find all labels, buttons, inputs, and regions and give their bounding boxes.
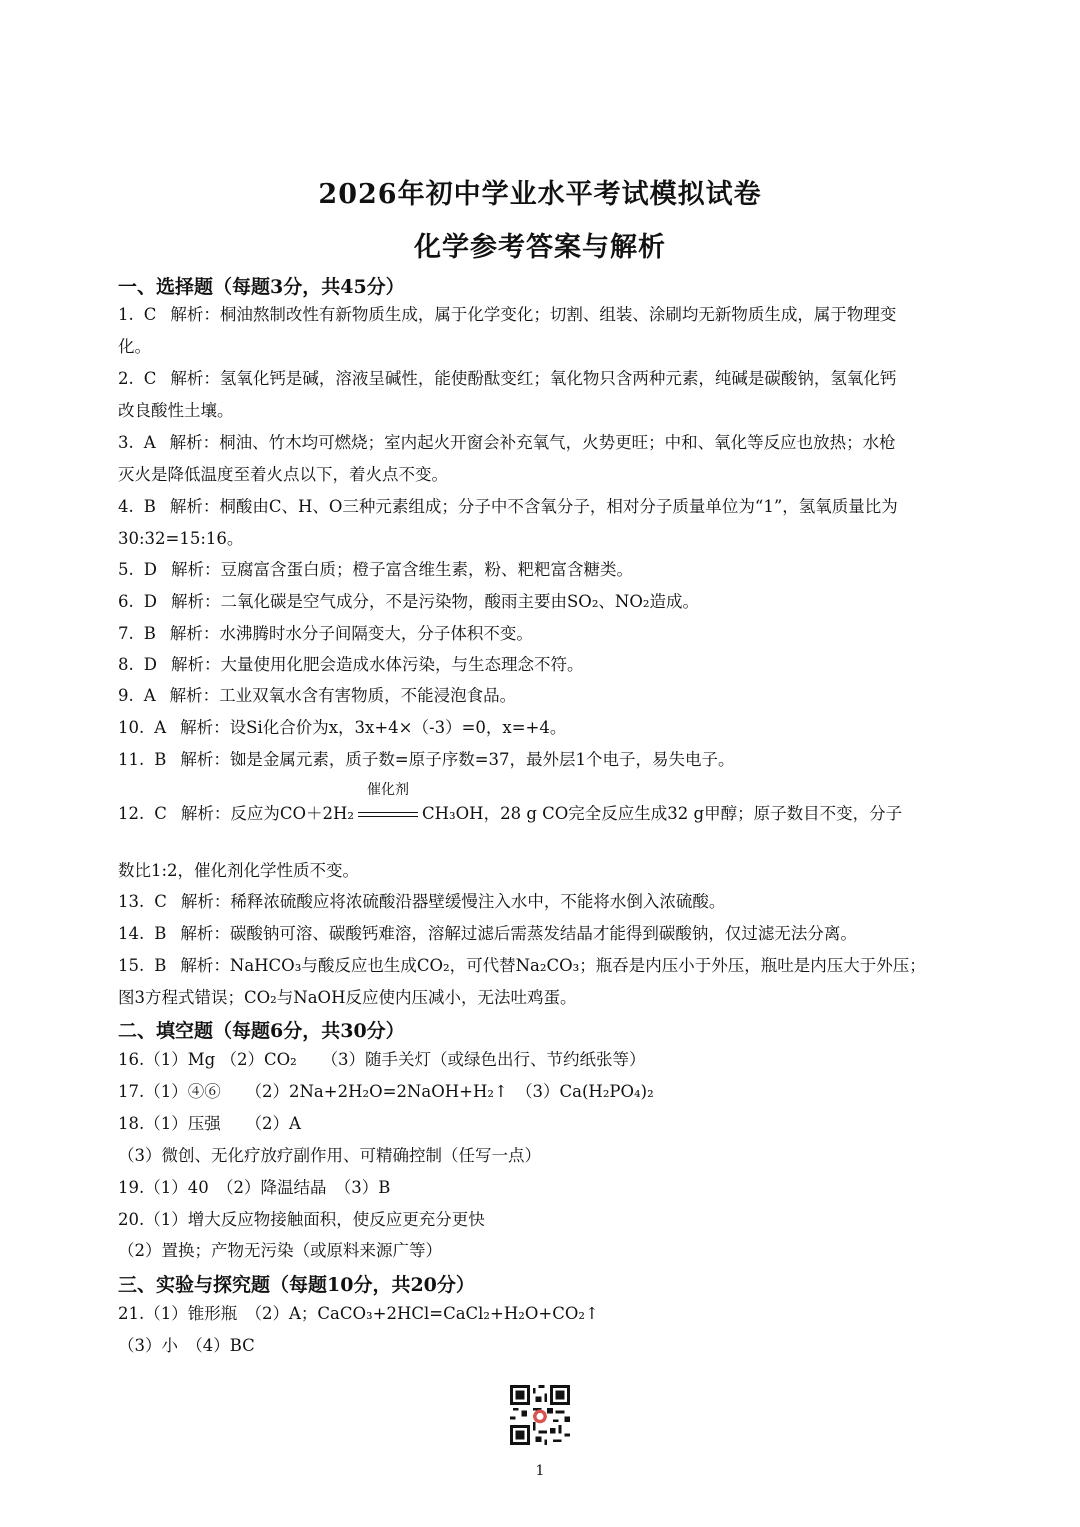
answer-q12-cont: 数比1:2，催化剂化学性质不变。 <box>118 861 360 880</box>
answer-q18-part3: （3）微创、无化疗放疗副作用、可精确控制（任写一点） <box>118 1146 541 1165</box>
q-number: 11. <box>118 750 145 769</box>
q-number: 13. <box>118 892 145 911</box>
answer-q21-part3: （3）小 （4）BC <box>118 1336 255 1355</box>
q-explanation-post: CH₃OH，28 g CO完全反应生成32 g甲醇；原子数目不变，分子 <box>422 804 903 823</box>
q-explanation: 解析：水沸腾时水分子间隔变大，分子体积不变。 <box>169 624 533 643</box>
answer-q2-cont: 改良酸性土壤。 <box>118 401 234 420</box>
catalyst-label: 催化剂 <box>367 782 410 798</box>
answer-q10 <box>118 718 968 738</box>
answer-q17: 17.（1）④⑥ （2）2Na+2H₂O=2NaOH+H₂↑ （3）Ca(H₂PO₄)₂ <box>118 1082 654 1101</box>
q-answer: B <box>143 624 156 643</box>
q-answer: D <box>143 592 157 611</box>
q-number: 7. <box>118 624 134 643</box>
q-answer: B <box>143 497 156 516</box>
q-explanation: 解析：桐油熬制改性有新物质生成，属于化学变化；切割、组装、涂刷均无新物质生成，属于物理变 <box>170 305 897 324</box>
q-explanation: 解析：大量使用化肥会造成水体污染，与生态理念不符。 <box>170 655 584 674</box>
answer-q21: 21.（1）锥形瓶 （2）A；CaCO₃+2HCl=CaCl₂+H₂O+CO₂↑ <box>118 1304 599 1323</box>
answer-q2 <box>118 369 968 389</box>
q-number: 8. <box>118 655 134 674</box>
q-answer: C <box>154 804 167 823</box>
q-explanation: 解析：桐酸由C、H、O三种元素组成；分子中不含氧分子，相对分子质量单位为“1”，氢氧质量比为 <box>169 497 898 516</box>
q-number: 1. <box>118 305 134 324</box>
answer-q18: 18.（1）压强 （2）A <box>118 1114 301 1133</box>
q-answer: A <box>154 718 167 737</box>
section-heading-fill: 二、填空题（每题6分，共30分） <box>118 1020 405 1042</box>
answer-q6 <box>118 592 968 612</box>
q-explanation-pre: 解析：反应为CO＋2H₂ <box>180 804 355 823</box>
q-number: 3. <box>118 433 134 452</box>
answer-q13 <box>118 892 968 912</box>
q-explanation: 解析：桐油、竹木均可燃烧；室内起火开窗会补充氧气，火势更旺；中和、氧化等反应也放热；水枪 <box>169 433 896 452</box>
answer-q4-cont: 30:32=15:16。 <box>118 529 244 548</box>
q-number: 10. <box>118 718 145 737</box>
section-heading-choice: 一、选择题（每题3分，共45分） <box>118 276 405 298</box>
answer-q7 <box>118 624 968 644</box>
q-number: 5. <box>118 560 134 579</box>
q-answer: D <box>143 655 157 674</box>
q-explanation: 解析：二氧化碳是空气成分，不是污染物，酸雨主要由SO₂、NO₂造成。 <box>170 592 700 611</box>
q-answer: C <box>143 369 157 388</box>
q-answer: B <box>154 750 167 769</box>
answer-q15-cont: 图3方程式错误；CO₂与NaOH反应使内压减小，无法吐鸡蛋。 <box>118 988 577 1007</box>
q-answer: C <box>143 305 157 324</box>
answer-q19: 19.（1）40 （2）降温结晶 （3）B <box>118 1178 391 1197</box>
q-explanation: 解析：氢氧化钙是碱，溶液呈碱性，能使酚酞变红；氧化物只含两种元素，纯碱是碳酸钠，氢氧化钙 <box>170 369 897 388</box>
q-number: 15. <box>118 956 145 975</box>
answer-q20: 20.（1）增大反应物接触面积，使反应更充分更快 <box>118 1210 485 1229</box>
equals-sign <box>358 812 418 817</box>
answer-q14 <box>118 924 968 944</box>
answer-q11 <box>118 750 968 770</box>
q-explanation: 解析：工业双氧水含有害物质，不能浸泡食品。 <box>169 686 517 705</box>
answer-q20-part2: （2）置换；产物无污染（或原料来源广等） <box>118 1241 442 1260</box>
answer-q12 <box>118 782 968 824</box>
q-explanation: 解析：设Si化合价为x，3x+4×（-3）=0，x=+4。 <box>180 718 567 737</box>
answer-q1 <box>118 305 968 325</box>
q-number: 12. <box>118 804 145 823</box>
q-answer: A <box>143 433 156 452</box>
answer-q16: 16.（1）Mg （2）CO₂ （3）随手关灯（或绿色出行、节约纸张等） <box>118 1050 646 1069</box>
q-explanation: 解析：稀释浓硫酸应将浓硫酸沿器壁缓慢注入水中，不能将水倒入浓硫酸。 <box>180 892 726 911</box>
answer-q5 <box>118 560 968 580</box>
q-explanation: 解析：铷是金属元素，质子数=原子序数=37，最外层1个电子，易失电子。 <box>180 750 735 769</box>
q-number: 2. <box>118 369 134 388</box>
q-answer: A <box>143 686 156 705</box>
answer-q9 <box>118 686 968 706</box>
answer-q8 <box>118 655 968 675</box>
q-number: 4. <box>118 497 134 516</box>
q-answer: D <box>143 560 157 579</box>
qr-code-icon <box>510 1385 570 1445</box>
q-answer: B <box>154 956 167 975</box>
q-explanation: 解析：碳酸钠可溶、碳酸钙难溶，溶解过滤后需蒸发结晶才能得到碳酸钠，仅过滤无法分离。 <box>180 924 857 943</box>
page-subtitle: 化学参考答案与解析 <box>414 232 666 263</box>
q-number: 9. <box>118 686 134 705</box>
q-number: 6. <box>118 592 134 611</box>
answer-q4 <box>118 497 968 517</box>
page-number: 1 <box>535 1463 545 1479</box>
q-number: 14. <box>118 924 145 943</box>
section-heading-experiment: 三、实验与探究题（每题10分，共20分） <box>118 1274 475 1296</box>
answer-q3 <box>118 433 968 453</box>
q-answer: B <box>154 924 167 943</box>
answer-q15 <box>118 956 968 976</box>
answer-q1-cont: 化。 <box>118 337 151 356</box>
q-answer: C <box>154 892 167 911</box>
q-explanation: 解析：豆腐富含蛋白质；橙子富含维生素，粉、粑粑富含糖类。 <box>170 560 633 579</box>
answer-q3-cont: 灭火是降低温度至着火点以下，着火点不变。 <box>118 465 448 484</box>
q-explanation: 解析：NaHCO₃与酸反应也生成CO₂，可代替Na₂CO₃；瓶吞是内压小于外压，瓶吐是内压大于外压； <box>180 956 926 975</box>
reaction-arrow <box>358 782 418 824</box>
page-title: 2026年初中学业水平考试模拟试卷 <box>318 179 762 210</box>
